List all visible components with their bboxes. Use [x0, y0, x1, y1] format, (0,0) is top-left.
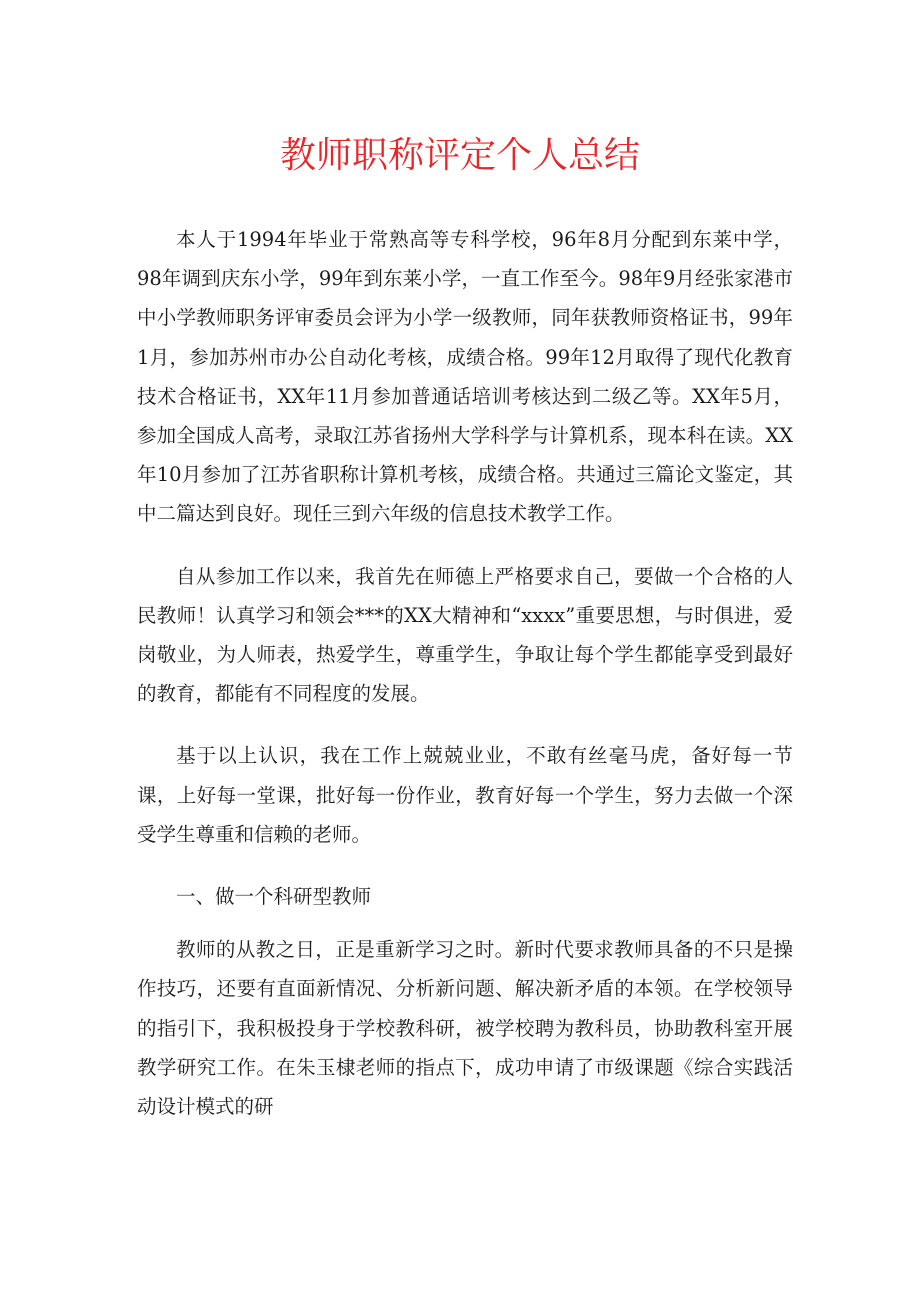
- paragraph-work-attitude: 基于以上认识，我在工作上兢兢业业，不敢有丝毫马虎，备好每一节课，上好每一堂课，批好每一份作业，教育好每一个学生，努力去做一个深受学生尊重和信赖的老师。: [137, 744, 793, 846]
- document-body: [137, 220, 793, 1149]
- paragraph-research: 教师的从教之日，正是重新学习之时。新时代要求教师具备的不只是操作技巧，还要有直面新情况、分析新问题、解决新矛盾的本领。在学校领导的指引下，我积极投身于学校教科研，被学校聘为教科员，协助教科室开展教学研究工作。在朱玉棣老师的指点下，成功申请了市级课题《综合实践活动设计模式的研: [137, 938, 793, 1119]
- section-heading-research-teacher: 一、做一个科研型教师: [176, 885, 372, 909]
- paragraph-background: 本人于1994年毕业于常熟高等专科学校，96年8月分配到东莱中学，98年调到庆东小学，99年到东莱小学，一直工作至今。98年9月经张家港市中小学教师职务评审委员会评为小学一级教师，同年获教师资格证书，99年1月，参加苏州市办公自动化考核，成绩合格。99年12月取得了现代化教育技术合格证书，XX年11月参加普通话培训考核达到二级乙等。XX年5月，参加全国成人高考，录取江苏省扬州大学科学与计算机系，现本科在读。XX年10月参加了江苏省职称计算机考核，成绩合格。共通过三篇论文鉴定，其中二篇达到良好。现任三到六年级的信息技术教学工作。: [137, 228, 793, 526]
- paragraph-ethics: 自从参加工作以来，我首先在师德上严格要求自己，要做一个合格的人民教师！认真学习和领会***的XX大精神和“xxxx”重要思想，与时俱进，爱岗敬业，为人师表，热爱学生，尊重学生，争取让每个学生都能享受到最好的教育，都能有不同程度的发展。: [137, 564, 793, 706]
- document-title: 教师职称评定个人总结: [279, 135, 640, 176]
